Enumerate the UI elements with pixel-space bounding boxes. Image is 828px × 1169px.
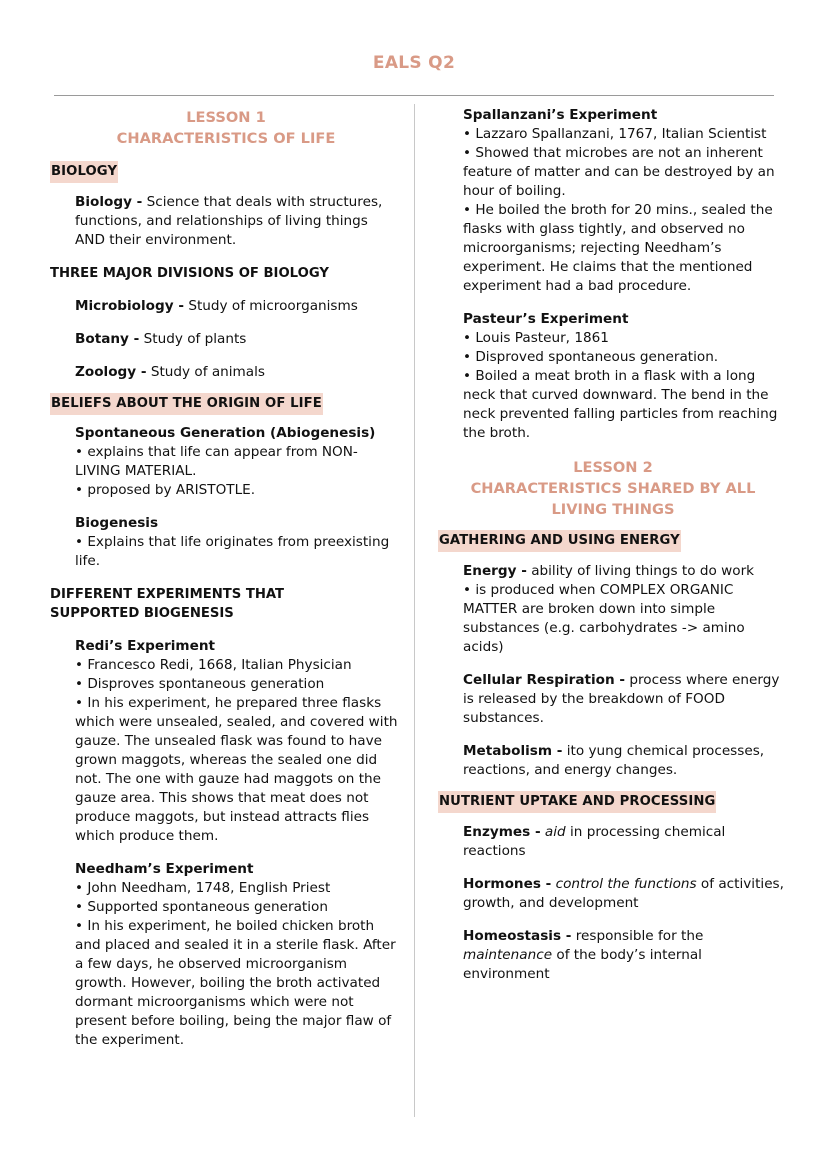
experiments-heading-line-2: SUPPORTED BIOGENESIS (50, 606, 234, 621)
left-column (50, 106, 402, 1050)
spontaneous-generation-block (50, 424, 402, 500)
lesson-1-title (50, 107, 402, 149)
experiments-heading (50, 585, 402, 623)
needham-bullet-1: • John Needham, 1748, English Priest (75, 880, 331, 896)
redi-bullet-1: • Francesco Redi, 1668, Italian Physician (75, 657, 352, 673)
lesson-2-heading-line-1: CHARACTERISTICS SHARED BY ALL (470, 480, 756, 497)
homeostasis-italic: maintenance (463, 947, 553, 963)
needham-block (50, 860, 402, 1050)
redi-block (50, 637, 402, 846)
needham-title: Needham’s Experiment (75, 861, 254, 877)
zoology-definition (50, 363, 402, 382)
redi-title: Redi’s Experiment (75, 638, 215, 654)
energy-def: ability of living things to do work (531, 563, 755, 579)
spontaneous-bullet-1: • explains that life can appear from NON-LIVING MATERIAL. (75, 444, 358, 479)
column-divider (414, 104, 415, 1117)
homeostasis-term: Homeostasis - (463, 928, 572, 944)
biogenesis-block (50, 514, 402, 571)
microbiology-def: Study of microorganisms (188, 298, 358, 314)
metabolism-definition (438, 742, 788, 780)
spontaneous-bullet-2: • proposed by ARISTOTLE. (75, 482, 256, 498)
homeostasis-rest: of the body’s internal environment (463, 947, 702, 982)
enzymes-definition (438, 823, 788, 861)
microbiology-definition (50, 297, 402, 316)
hormones-italic: control the functions (555, 876, 697, 892)
spallanzani-block (438, 106, 788, 296)
redi-bullet-3: • In his experiment, he prepared three flasks which were unsealed, sealed, and covered with gauze. The unsealed flask was found to have grown maggots, whereas the sealed one did not. The one with gauze had maggots on the gauze area. This shows that meat does not produce maggots, but instead attracts flies which produce them. (75, 695, 398, 844)
biology-definition (50, 193, 402, 250)
zoology-def: Study of animals (150, 364, 265, 380)
metabolism-term: Metabolism - (463, 743, 563, 759)
lesson-2-heading-line-2: LIVING THINGS (551, 501, 675, 518)
homeostasis-definition (438, 927, 788, 984)
spallanzani-title: Spallanzani’s Experiment (463, 107, 658, 123)
page-title: EALS Q2 (372, 53, 456, 73)
pasteur-block (438, 310, 788, 443)
divisions-heading: THREE MAJOR DIVISIONS OF BIOLOGY (50, 266, 329, 281)
section-band-beliefs: BELIEFS ABOUT THE ORIGIN OF LIFE (50, 393, 323, 415)
cellular-respiration-def: process where energy is released by the breakdown of FOOD substances. (463, 672, 780, 726)
spallanzani-bullet-1: • Lazzaro Spallanzani, 1767, Italian Scientist (463, 126, 767, 142)
pasteur-bullet-3: • Boiled a meat broth in a flask with a long neck that curved downward. The bend in the neck prevented falling particles from reaching the broth. (463, 368, 778, 441)
section-band-energy: GATHERING AND USING ENERGY (438, 530, 681, 552)
biology-term: Biology - (75, 194, 143, 210)
biology-def: Science that deals with structures, functions, and relationships of living things AND their environment. (75, 194, 383, 248)
cellular-respiration-definition (438, 671, 788, 728)
energy-bullet-1: • is produced when COMPLEX ORGANIC MATTER are broken down into simple substances (e.g. carbohydrates -> amino acids) (463, 582, 745, 655)
zoology-term: Zoology - (75, 364, 147, 380)
hormones-term: Hormones - (463, 876, 552, 892)
lesson-1-heading: CHARACTERISTICS OF LIFE (116, 130, 336, 147)
biogenesis-bullet-1: • Explains that life originates from preexisting life. (75, 534, 390, 569)
needham-bullet-2: • Supported spontaneous generation (75, 899, 328, 915)
header-rule (54, 95, 774, 96)
lesson-2-title (438, 457, 788, 520)
botany-term: Botany - (75, 331, 140, 347)
energy-definition (438, 562, 788, 581)
metabolism-def: ito yung chemical processes, reactions, and energy changes. (463, 743, 765, 778)
experiments-heading-line-1: DIFFERENT EXPERIMENTS THAT (50, 587, 285, 602)
spallanzani-bullet-2: • Showed that microbes are not an inherent feature of matter and can be destroyed by an hour of boiling. (463, 145, 775, 199)
pasteur-bullet-2: • Disproved spontaneous generation. (463, 349, 719, 365)
energy-term: Energy - (463, 563, 527, 579)
homeostasis-pre: responsible for the (575, 928, 704, 944)
redi-bullet-2: • Disproves spontaneous generation (75, 676, 325, 692)
pasteur-bullet-1: • Louis Pasteur, 1861 (463, 330, 609, 346)
section-band-biology: BIOLOGY (50, 161, 118, 183)
lesson-2-label: LESSON 2 (573, 459, 653, 476)
hormones-definition (438, 875, 788, 913)
right-column (438, 106, 788, 984)
enzymes-italic: aid (544, 824, 566, 840)
pasteur-title: Pasteur’s Experiment (463, 311, 629, 327)
botany-definition (50, 330, 402, 349)
biogenesis-title: Biogenesis (75, 515, 159, 531)
needham-bullet-3: • In his experiment, he boiled chicken broth and placed and sealed it in a sterile flask. After a few days, he observed microorganism growth. However, boiling the broth activated dormant microorganisms which were not present before boiling, being the major flaw of the experiment. (75, 918, 396, 1048)
microbiology-term: Microbiology - (75, 298, 184, 314)
hormones-rest: of activities, growth, and development (463, 876, 784, 911)
section-band-nutrient: NUTRIENT UPTAKE AND PROCESSING (438, 791, 716, 813)
cellular-respiration-term: Cellular Respiration - (463, 672, 626, 688)
lesson-1-label: LESSON 1 (186, 109, 266, 126)
spallanzani-bullet-3: • He boiled the broth for 20 mins., sealed the flasks with glass tightly, and observed no microorganisms; rejecting Needham’s experiment. He claims that the mentioned experiment had a bad procedure. (463, 202, 773, 294)
botany-def: Study of plants (143, 331, 247, 347)
enzymes-term: Enzymes - (463, 824, 541, 840)
spontaneous-title: Spontaneous Generation (Abiogenesis) (75, 425, 376, 441)
enzymes-rest: in processing chemical reactions (463, 824, 726, 859)
